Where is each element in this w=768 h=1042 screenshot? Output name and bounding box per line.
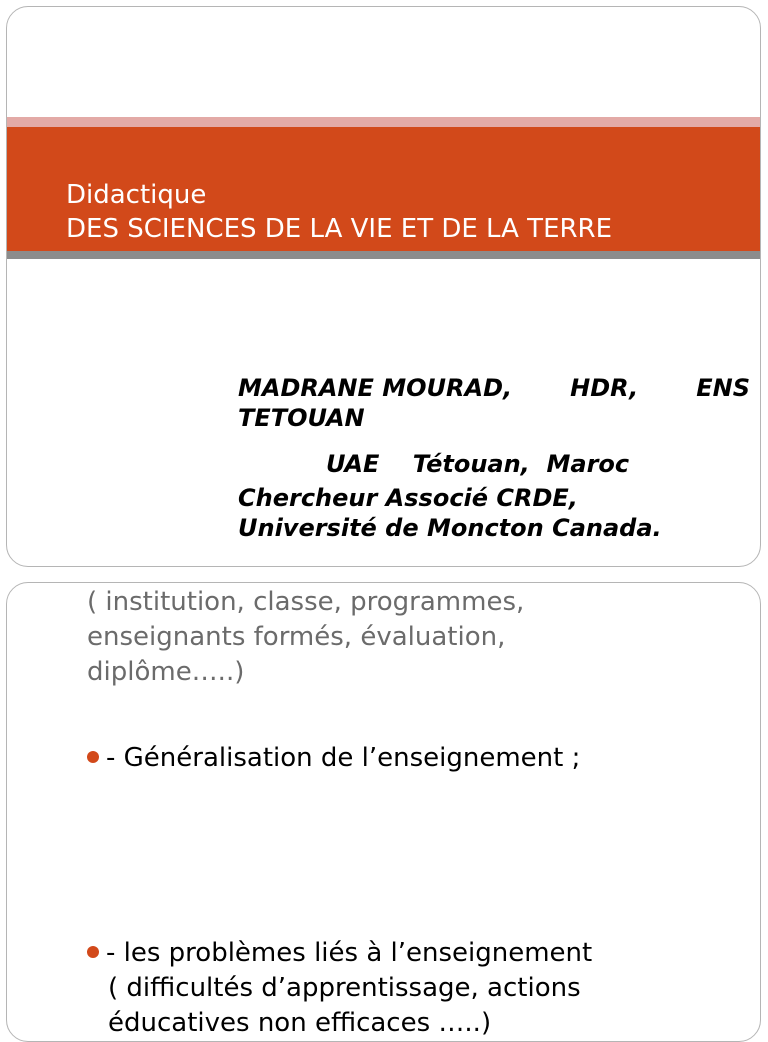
- slide-title-text: [66, 178, 612, 246]
- title-shadow-strip: [7, 251, 760, 259]
- title-line-2: DES SCIENCES DE LA VIE ET DE LA TERRE: [66, 214, 613, 244]
- author-name: MADRANE MOURAD,: [238, 374, 513, 402]
- author-city: TETOUAN: [238, 404, 365, 432]
- author-block: [238, 373, 750, 543]
- bullet-item-2: [87, 936, 592, 1041]
- bullet-dot-icon: [87, 751, 99, 763]
- author-affiliation-1: Chercheur Associé CRDE,: [238, 484, 578, 512]
- slide-title: [6, 6, 761, 567]
- bullet-item-1: [87, 741, 580, 776]
- gray-line: diplôme…..): [87, 657, 245, 687]
- gray-line: enseignants formés, évaluation,: [87, 622, 506, 652]
- slide-content: [6, 582, 761, 1042]
- bullet-text: - Généralisation de l’enseignement ;: [106, 743, 581, 773]
- bullet-text-continuation: ( difficultés d’apprentissage, actions: [108, 973, 581, 1003]
- author-school: ENS: [696, 374, 750, 402]
- bullet-text: - les problèmes liés à l’enseignement: [106, 938, 593, 968]
- gray-paragraph: [87, 585, 524, 690]
- title-line-1: Didactique: [66, 180, 207, 210]
- author-location: UAE Tétouan, Maroc: [326, 450, 630, 478]
- bullet-text-continuation: éducatives non efficaces …..): [108, 1008, 492, 1038]
- gray-line: ( institution, classe, programmes,: [87, 587, 525, 617]
- bullet-dot-icon: [87, 946, 99, 958]
- author-line-1: [238, 373, 750, 403]
- author-affiliation-2: Université de Moncton Canada.: [238, 514, 662, 542]
- author-degree: HDR,: [570, 374, 639, 402]
- title-accent-strip: [7, 117, 760, 127]
